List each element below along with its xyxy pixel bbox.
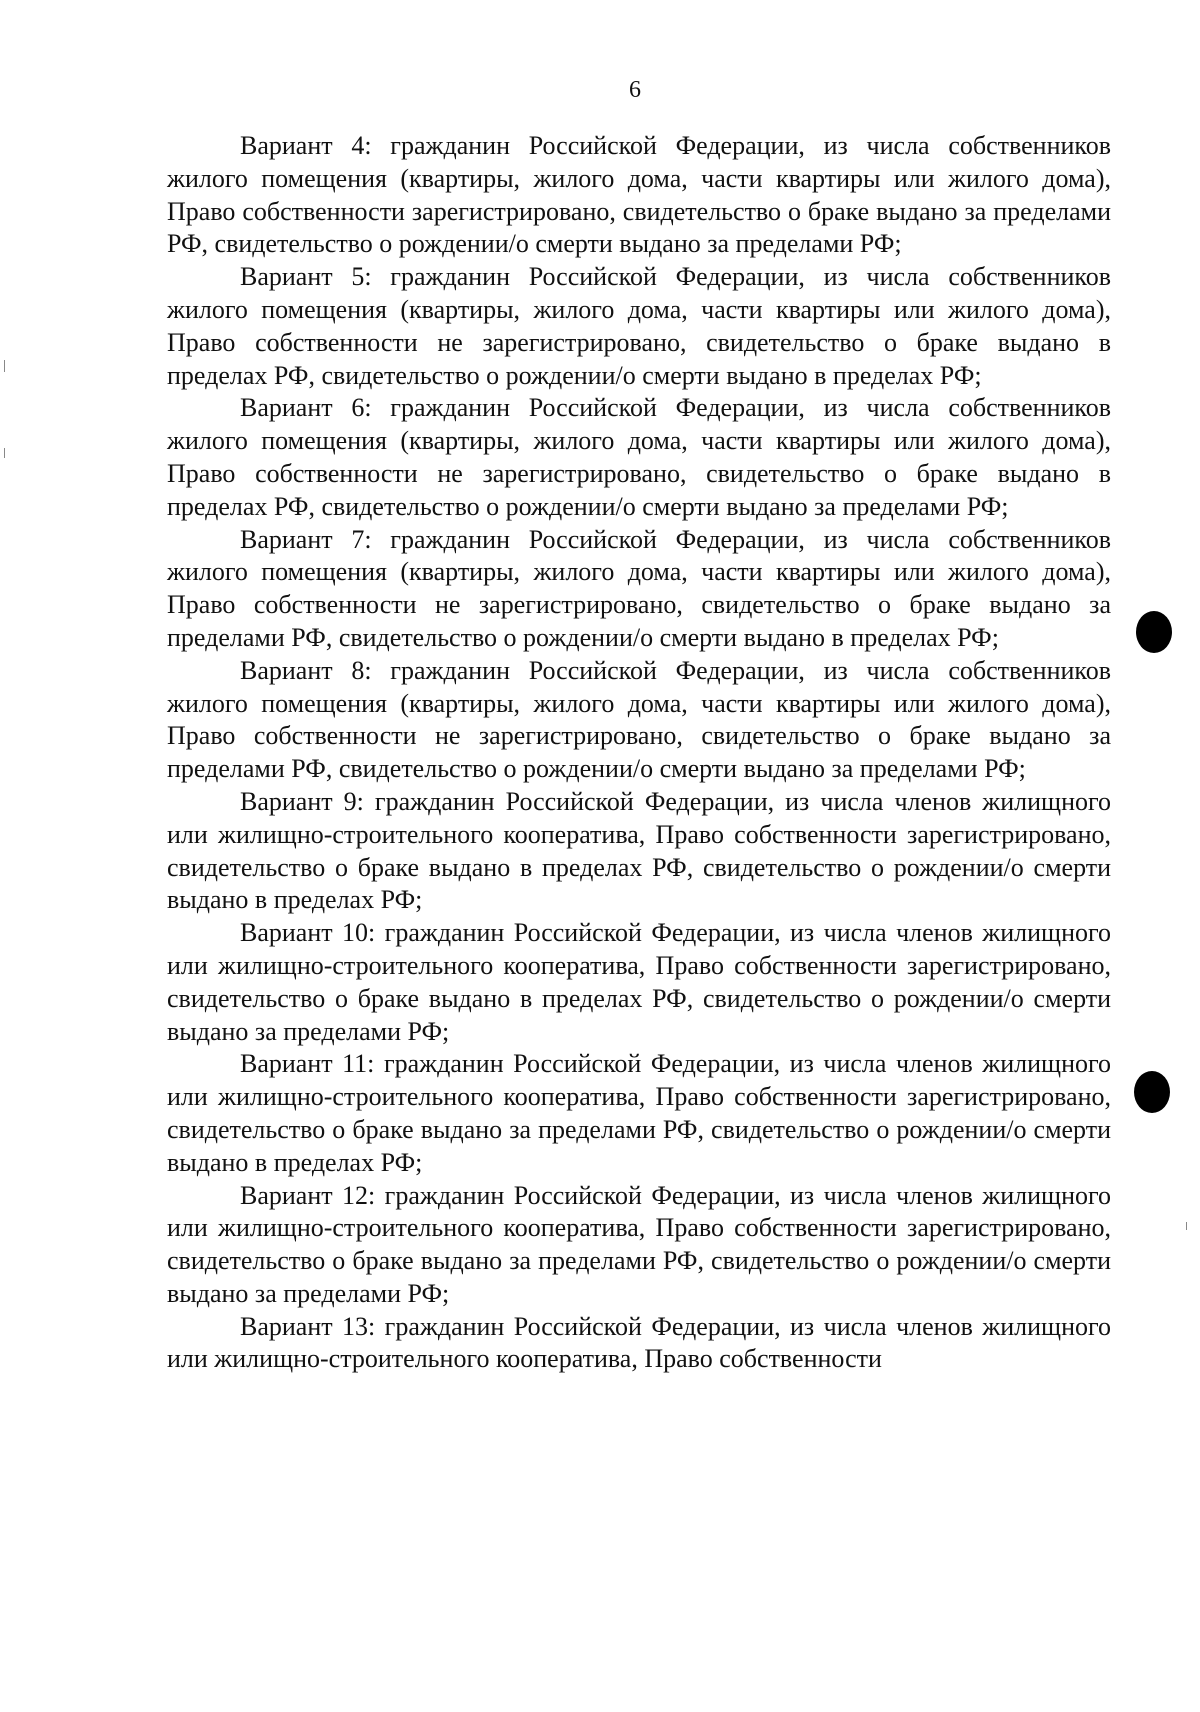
variant-paragraph: Вариант 13: гражданин Российской Федерации, из числа членов жилищного или жилищно-строительного кооператива, Право собственности [167,1311,1111,1374]
variant-paragraph: Вариант 6: гражданин Российской Федерации, из числа собственников жилого помещения (квартиры, жилого дома, части квартиры или жилого дома), Право собственности не зарегистрировано, свидетельство о браке выдано в пределах РФ, свидетельство о рождении/о смерти выдано за пределами РФ; [167,393,1111,521]
punch-hole-mark [1134,1071,1170,1113]
variant-paragraph: Вариант 11: гражданин Российской Федерации, из числа членов жилищного или жилищно-строительного кооператива, Право собственности зарегистрировано, свидетельство о браке выдано за пределами РФ, свидетельство о рождении/о смерти выдано в пределах РФ; [167,1049,1111,1177]
scan-artifact [4,448,5,458]
variant-paragraph: Вариант 4: гражданин Российской Федерации, из числа собственников жилого помещения (квартиры, жилого дома, части квартиры или жилого дома), Право собственности зарегистрировано, свидетельство о браке выдано за пределами РФ, свидетельство о рождении/о смерти выдано за пределами РФ; [167,131,1111,259]
variant-paragraph: Вариант 7: гражданин Российской Федерации, из числа собственников жилого помещения (квартиры, жилого дома, части квартиры или жилого дома), Право собственности не зарегистрировано, свидетельство о браке выдано за пределами РФ, свидетельство о рождении/о смерти выдано в пределах РФ; [167,524,1111,652]
variant-paragraph: Вариант 8: гражданин Российской Федерации, из числа собственников жилого помещения (квартиры, жилого дома, части квартиры или жилого дома), Право собственности не зарегистрировано, свидетельство о браке выдано за пределами РФ, свидетельство о рождении/о смерти выдано за пределами РФ; [167,655,1111,784]
variant-paragraph: Вариант 9: гражданин Российской Федерации, из числа членов жилищного или жилищно-строительного кооператива, Право собственности зарегистрировано, свидетельство о браке выдано в пределах РФ, свидетельство о рождении/о смерти выдано в пределах РФ; [167,786,1111,915]
scan-artifact [4,360,5,372]
variant-paragraph: Вариант 5: гражданин Российской Федерации, из числа собственников жилого помещения (квартиры, жилого дома, части квартиры или жилого дома), Право собственности не зарегистрировано, свидетельство о браке выдано в пределах РФ, свидетельство о рождении/о смерти выдано в пределах РФ; [167,262,1111,390]
variant-paragraph: Вариант 12: гражданин Российской Федерации, из числа членов жилищного или жилищно-строительного кооператива, Право собственности зарегистрировано, свидетельство о браке выдано за пределами РФ, свидетельство о рождении/о смерти выдано за пределами РФ; [167,1180,1111,1308]
document-body [167,130,1111,1376]
variant-paragraph: Вариант 10: гражданин Российской Федерации, из числа членов жилищного или жилищно-строительного кооператива, Право собственности зарегистрировано, свидетельство о браке выдано в пределах РФ, свидетельство о рождении/о смерти выдано за пределами РФ; [167,918,1111,1046]
scan-artifact [1186,1222,1187,1230]
punch-hole-mark [1136,611,1172,653]
page-number: 6 [629,77,641,103]
